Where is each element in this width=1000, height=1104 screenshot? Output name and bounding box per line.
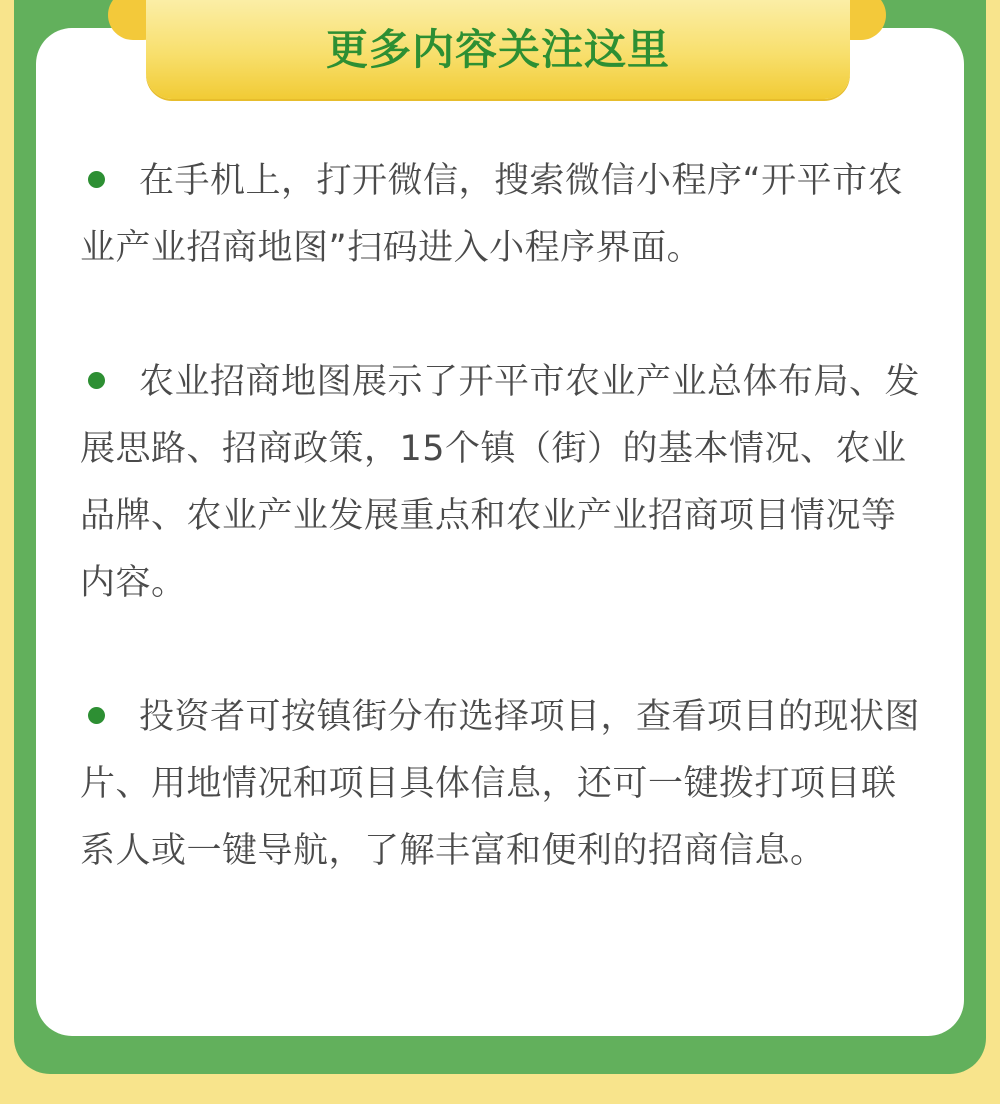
bullet-icon (88, 372, 105, 389)
paragraph-text: 在手机上，打开微信，搜索微信小程序“开平市农业产业招商地图”扫码进入小程序界面。 (80, 161, 904, 268)
paragraph-text: 农业招商地图展示了开平市农业产业总体布局、发展思路、招商政策，15个镇（街）的基本情况、农业品牌、农业产业发展重点和农业产业招商项目情况等内容。 (80, 362, 921, 603)
info-paragraph-map-contents (80, 349, 922, 617)
title-banner (146, 0, 850, 99)
page-title: 更多内容关注这里 (325, 24, 670, 74)
bullet-icon (88, 707, 105, 724)
info-paragraph-open-wechat (80, 148, 922, 282)
bullet-icon (88, 171, 105, 188)
paragraph-text: 投资者可按镇街分布选择项目，查看项目的现状图片、用地情况和项目具体信息，还可一键拨打项目联系人或一键导航，了解丰富和便利的招商信息。 (80, 697, 921, 871)
info-paragraph-investor-features (80, 684, 922, 885)
